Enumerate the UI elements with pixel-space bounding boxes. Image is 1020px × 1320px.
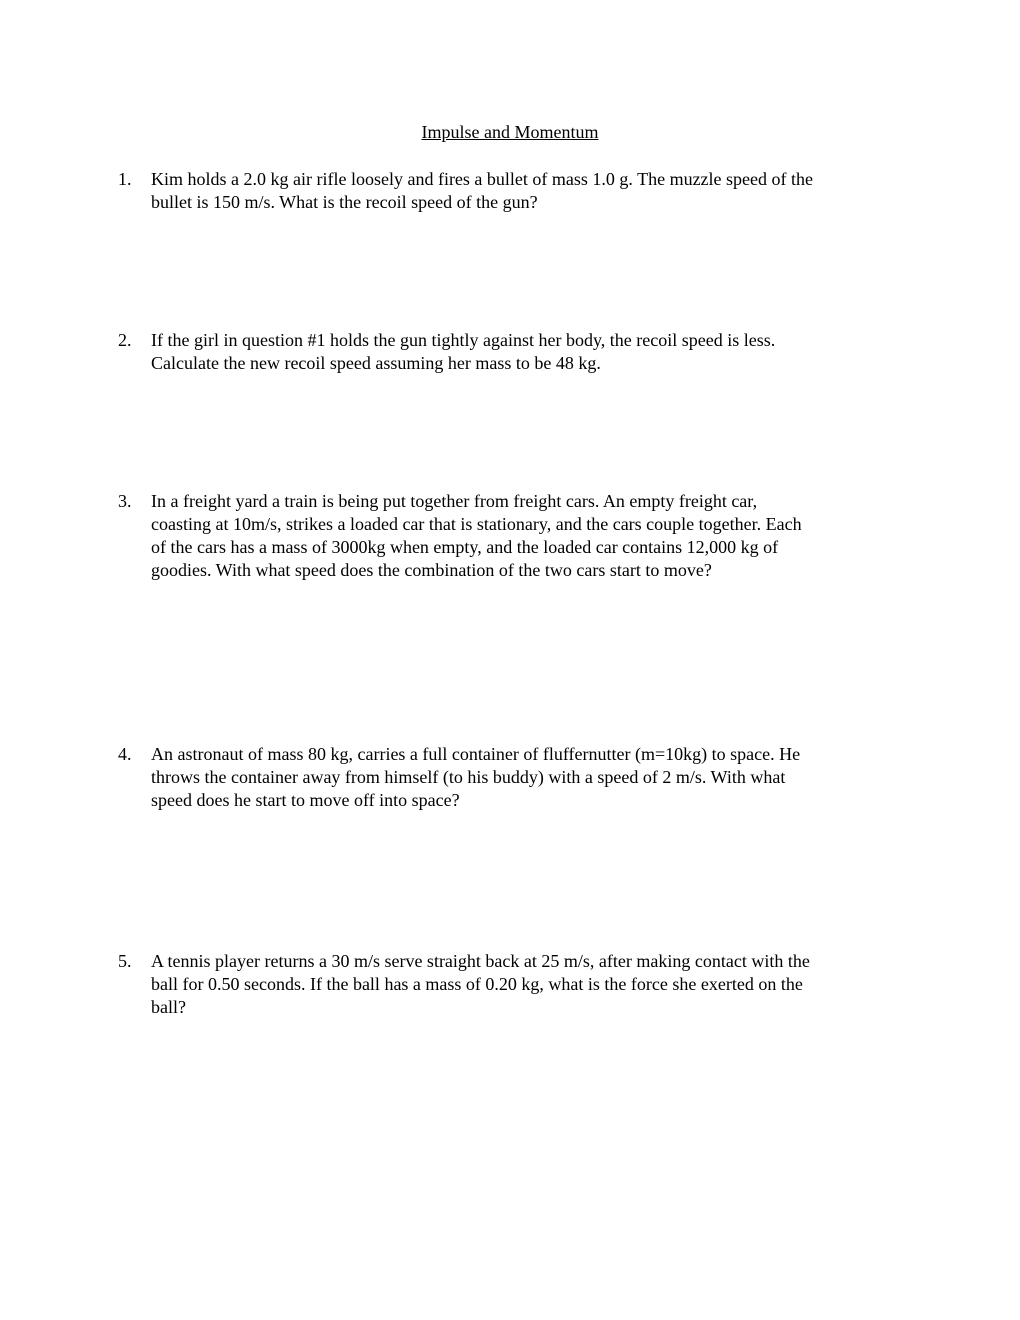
question-line: ball? — [151, 997, 186, 1017]
question-number: 1. — [118, 169, 132, 189]
question-number: 4. — [118, 744, 132, 764]
question-number: 5. — [118, 951, 132, 971]
question-text — [151, 950, 898, 1019]
question-2 — [118, 329, 898, 375]
question-line: bullet is 150 m/s. What is the recoil speed of the gun? — [151, 192, 538, 212]
question-number: 3. — [118, 491, 132, 511]
question-line: ball for 0.50 seconds. If the ball has a mass of 0.20 kg, what is the force she exerted on the — [151, 974, 803, 994]
page-title: Impulse and Momentum — [421, 122, 599, 142]
question-1 — [118, 168, 898, 214]
question-line: coasting at 10m/s, strikes a loaded car that is stationary, and the cars couple together. Each — [151, 514, 802, 534]
question-text — [151, 329, 898, 375]
question-line: An astronaut of mass 80 kg, carries a full container of fluffernutter (m=10kg) to space. He — [151, 744, 801, 764]
question-line: If the girl in question #1 holds the gun tightly against her body, the recoil speed is less. — [151, 330, 776, 350]
question-line: of the cars has a mass of 3000kg when empty, and the loaded car contains 12,000 kg of — [151, 537, 779, 557]
question-text — [151, 168, 898, 214]
question-line: speed does he start to move off into space? — [151, 790, 460, 810]
question-text — [151, 743, 898, 812]
question-line: Calculate the new recoil speed assuming her mass to be 48 kg. — [151, 353, 601, 373]
question-line: throws the container away from himself (to his buddy) with a speed of 2 m/s. With what — [151, 767, 786, 787]
question-4 — [118, 743, 898, 812]
question-line: A tennis player returns a 30 m/s serve straight back at 25 m/s, after making contact with the — [151, 951, 810, 971]
question-line: Kim holds a 2.0 kg air rifle loosely and fires a bullet of mass 1.0 g. The muzzle speed of the — [151, 169, 814, 189]
question-3 — [118, 490, 898, 582]
question-line: In a freight yard a train is being put together from freight cars. An empty freight car, — [151, 491, 758, 511]
question-line: goodies. With what speed does the combination of the two cars start to move? — [151, 560, 712, 580]
question-number: 2. — [118, 330, 132, 350]
question-text — [151, 490, 898, 582]
question-5 — [118, 950, 898, 1019]
